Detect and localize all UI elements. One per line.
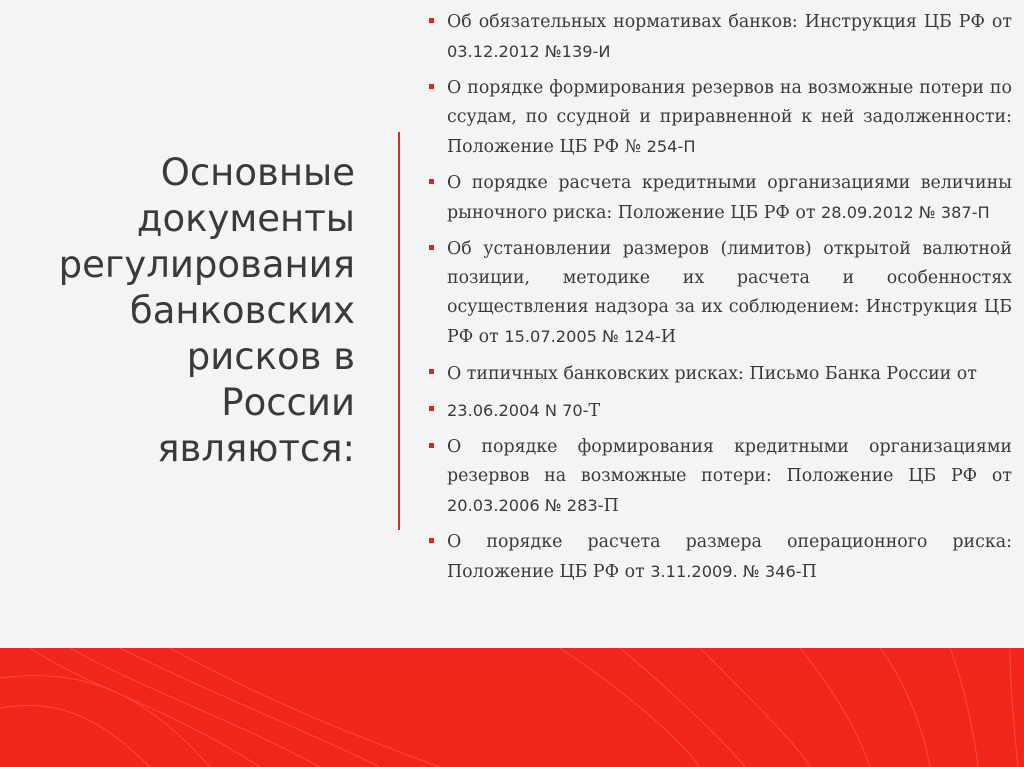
item-suffix: Т bbox=[588, 401, 601, 421]
item-reference: 28.09.2012 № 387-П bbox=[821, 203, 990, 222]
title-line: России bbox=[221, 381, 355, 424]
title-line: документы bbox=[136, 197, 355, 240]
title-line: Основные bbox=[160, 151, 355, 194]
title-line: регулирования bbox=[58, 243, 355, 286]
list-item bbox=[426, 359, 1012, 389]
item-reference: 254-П bbox=[646, 137, 696, 156]
item-text: Об установлении размеров (лимитов) открытой валютной позиции, методике их расчета и особенностях осуществления надзора за их соблюдением: Инструкция ЦБ РФ от bbox=[447, 239, 1012, 347]
documents-list bbox=[426, 8, 1012, 594]
item-reference: 23.06.2004 N 70- bbox=[447, 401, 589, 420]
footer-band bbox=[0, 648, 1024, 767]
title-line: банковских bbox=[129, 289, 355, 332]
decorative-curves bbox=[0, 648, 1024, 767]
item-suffix: П bbox=[801, 562, 817, 582]
list-item bbox=[426, 169, 1012, 228]
list-item bbox=[426, 528, 1012, 587]
item-reference: 3.11.2009. № 346- bbox=[650, 562, 802, 581]
list-item bbox=[426, 396, 1012, 426]
item-text: О порядке формирования резервов на возможные потери по ссудам, по ссудной и приравненной к ней задолженности: Положение ЦБ РФ № bbox=[447, 78, 1012, 157]
item-suffix: И bbox=[660, 327, 677, 347]
list-item bbox=[426, 235, 1012, 352]
item-text: О порядке расчета размера операционного риска: Положение ЦБ РФ от bbox=[447, 532, 1012, 582]
title-line: являются: bbox=[157, 427, 355, 470]
item-suffix: П bbox=[603, 496, 619, 516]
title-line: рисков в bbox=[186, 335, 355, 378]
vertical-divider bbox=[398, 132, 400, 530]
item-reference: 20.03.2006 № 283- bbox=[447, 496, 604, 515]
item-reference: 03.12.2012 №139-И bbox=[447, 42, 611, 61]
item-text: О порядке расчета кредитными организациями величины рыночного риска: Положение ЦБ РФ от bbox=[447, 173, 1012, 223]
item-text: О типичных банковских рисках: Письмо Банка России от bbox=[447, 364, 977, 384]
item-text: Об обязательных нормативах банков: Инструкция ЦБ РФ от bbox=[447, 12, 1012, 32]
list-item bbox=[426, 433, 1012, 521]
list-item bbox=[426, 74, 1012, 162]
item-reference: 15.07.2005 № 124- bbox=[504, 327, 661, 346]
list-item bbox=[426, 8, 1012, 67]
item-text: О порядке формирования кредитными организациями резервов на возможные потери: Положение ЦБ РФ от bbox=[447, 437, 1012, 486]
slide-title bbox=[35, 150, 355, 472]
